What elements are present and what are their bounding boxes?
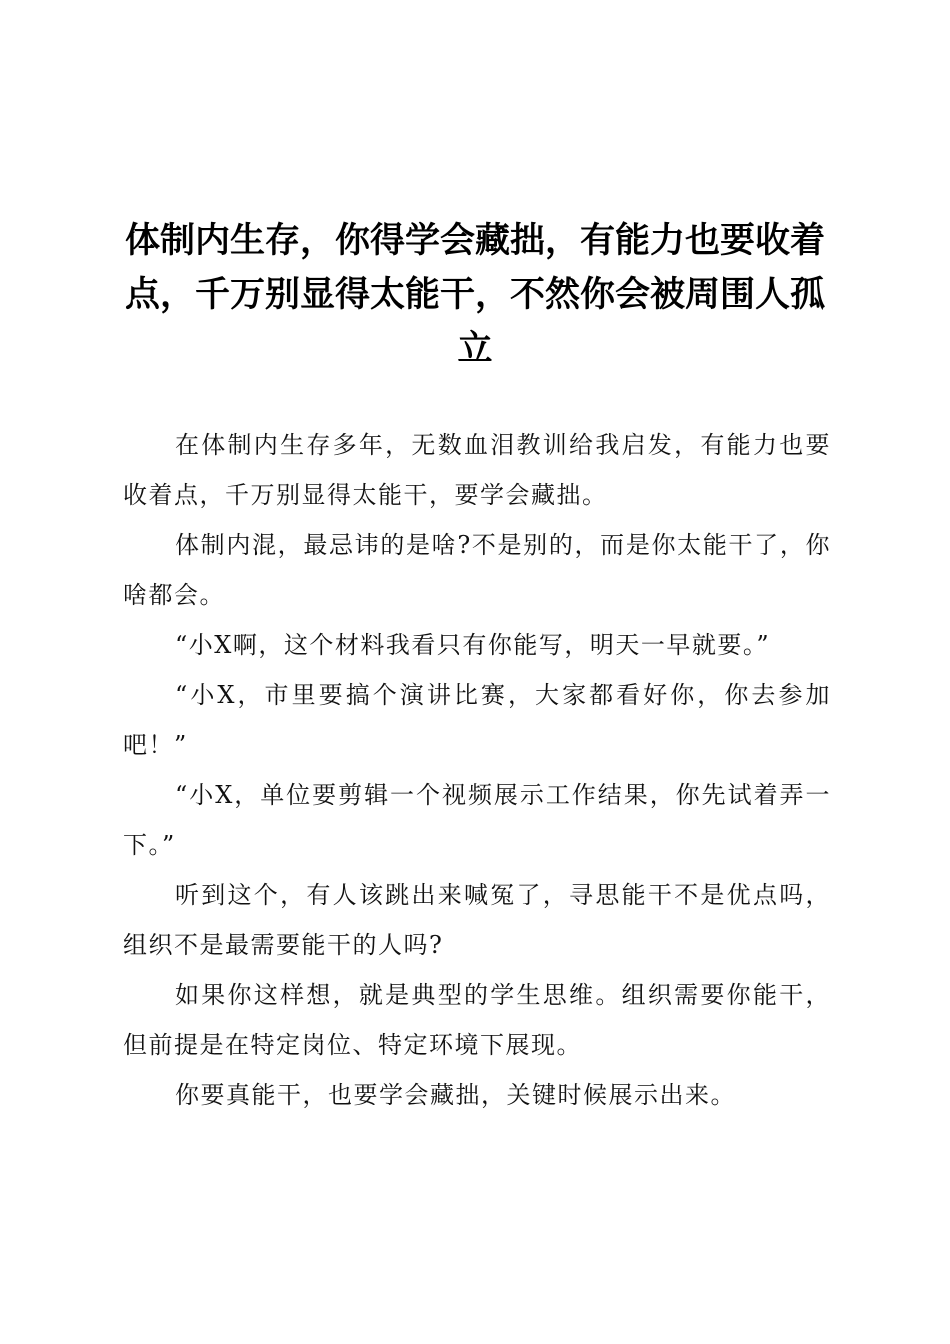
quote-paragraph: “小X，市里要搞个演讲比赛，大家都看好你，你去参加吧！” <box>123 681 831 759</box>
quote-paragraph: “小X，单位要剪辑一个视频展示工作结果，你先试着弄一下。” <box>123 781 831 859</box>
quote-paragraph: “小X啊，这个材料我看只有你能写，明天一早就要。” <box>175 631 771 659</box>
paragraph: 听到这个，有人该跳出来喊冤了，寻思能干不是优点吗，组织不是最需要能干的人吗? <box>123 881 831 959</box>
paragraph: 体制内混，最忌讳的是啥?不是别的，而是你太能干了，你啥都会。 <box>123 531 831 609</box>
paragraph: 你要真能干，也要学会藏拙，关键时候展示出来。 <box>175 1081 736 1109</box>
document-title: 体制内生存，你得学会藏拙，有能力也要收着点，千万别显得太能干，不然你会被周围人孤立 <box>124 220 825 369</box>
paragraph: 如果你这样想，就是典型的学生思维。组织需要你能干，但前提是在特定岗位、特定环境下展现。 <box>123 981 831 1059</box>
document-body <box>123 420 831 1120</box>
paragraph: 在体制内生存多年，无数血泪教训给我启发，有能力也要收着点，千万别显得太能干，要学会藏拙。 <box>123 431 831 509</box>
